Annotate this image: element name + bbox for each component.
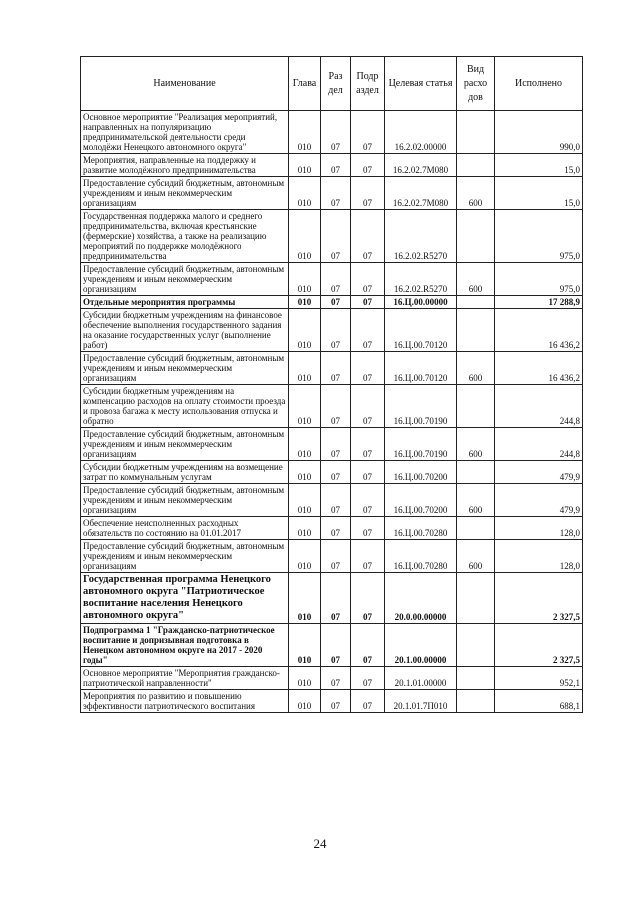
row-podrazdel: 07 — [351, 690, 385, 713]
row-vid — [457, 296, 495, 309]
row-glava: 010 — [289, 154, 321, 177]
table-row — [81, 428, 583, 461]
table-row — [81, 690, 583, 713]
row-glava: 010 — [289, 352, 321, 385]
row-glava: 010 — [289, 385, 321, 428]
row-target: 16.Ц.00.70280 — [385, 517, 457, 540]
header-razdel: Раз дел — [321, 57, 351, 111]
row-vid — [457, 309, 495, 352]
row-podrazdel: 07 — [351, 352, 385, 385]
row-name: Основное мероприятие "Мероприятия гражданско-патриотической направленности" — [81, 667, 289, 690]
table-header-row — [81, 57, 583, 111]
table-row — [81, 111, 583, 154]
table-row — [81, 177, 583, 210]
table-row — [81, 667, 583, 690]
row-name: Подпрограмма 1 "Гражданско-патриотическое воспитание и допризывная подготовка в Ненецком автономном округе на 2017 - 2020 годы" — [81, 624, 289, 667]
row-podrazdel: 07 — [351, 309, 385, 352]
row-name: Государственная программа Ненецкого автономного округа "Патриотическое воспитание населения Ненецкого автономного округа" — [81, 573, 289, 624]
row-executed: 2 327,5 — [495, 573, 583, 624]
table-row — [81, 385, 583, 428]
row-vid — [457, 667, 495, 690]
row-podrazdel: 07 — [351, 461, 385, 484]
row-podrazdel: 07 — [351, 177, 385, 210]
row-executed: 17 288,9 — [495, 296, 583, 309]
table-row — [81, 517, 583, 540]
row-podrazdel: 07 — [351, 111, 385, 154]
row-name: Субсидии бюджетным учреждениям на возмещение затрат по коммунальным услугам — [81, 461, 289, 484]
row-glava: 010 — [289, 517, 321, 540]
table-row — [81, 296, 583, 309]
row-razdel: 07 — [321, 111, 351, 154]
row-vid — [457, 210, 495, 263]
row-razdel: 07 — [321, 667, 351, 690]
row-vid: 600 — [457, 352, 495, 385]
row-razdel: 07 — [321, 385, 351, 428]
row-podrazdel: 07 — [351, 517, 385, 540]
row-name: Предоставление субсидий бюджетным, автономным учреждениям и иным некоммерческим организациям — [81, 428, 289, 461]
row-target: 16.Ц.00.70200 — [385, 484, 457, 517]
header-name: Наименование — [81, 57, 289, 111]
row-executed: 990,0 — [495, 111, 583, 154]
row-name: Мероприятия, направленные на поддержку и развитие молодёжного предпринимательства — [81, 154, 289, 177]
budget-table — [80, 56, 583, 713]
row-executed: 952,1 — [495, 667, 583, 690]
row-razdel: 07 — [321, 540, 351, 573]
row-glava: 010 — [289, 428, 321, 461]
row-target: 20.0.00.00000 — [385, 573, 457, 624]
row-glava: 010 — [289, 177, 321, 210]
row-name: Предоставление субсидий бюджетным, автономным учреждениям и иным некоммерческим организациям — [81, 484, 289, 517]
row-podrazdel: 07 — [351, 154, 385, 177]
header-vid: Вид расхо дов — [457, 57, 495, 111]
row-vid — [457, 517, 495, 540]
row-name: Субсидии бюджетным учреждениям на финансовое обеспечение выполнения государственного задания на оказание государственных услуг (выполнение работ) — [81, 309, 289, 352]
row-podrazdel: 07 — [351, 428, 385, 461]
row-glava: 010 — [289, 484, 321, 517]
row-podrazdel: 07 — [351, 210, 385, 263]
page-number: 24 — [313, 836, 327, 851]
row-podrazdel: 07 — [351, 296, 385, 309]
header-target: Целевая статья — [385, 57, 457, 111]
row-glava: 010 — [289, 461, 321, 484]
header-glava: Глава — [289, 57, 321, 111]
row-vid — [457, 461, 495, 484]
row-executed: 975,0 — [495, 263, 583, 296]
table-row — [81, 484, 583, 517]
table-row — [81, 352, 583, 385]
row-target: 16.Ц.00.00000 — [385, 296, 457, 309]
row-vid — [457, 690, 495, 713]
row-executed: 244,8 — [495, 385, 583, 428]
row-executed: 128,0 — [495, 540, 583, 573]
row-razdel: 07 — [321, 484, 351, 517]
row-name: Предоставление субсидий бюджетным, автономным учреждениям и иным некоммерческим организациям — [81, 540, 289, 573]
row-name: Предоставление субсидий бюджетным, автономным учреждениям и иным некоммерческим организациям — [81, 352, 289, 385]
row-target: 16.2.02.7M080 — [385, 177, 457, 210]
row-executed: 15,0 — [495, 154, 583, 177]
table-row — [81, 624, 583, 667]
row-target: 20.1.00.00000 — [385, 624, 457, 667]
row-razdel: 07 — [321, 177, 351, 210]
row-vid: 600 — [457, 484, 495, 517]
row-executed: 479,9 — [495, 461, 583, 484]
row-podrazdel: 07 — [351, 540, 385, 573]
row-razdel: 07 — [321, 352, 351, 385]
row-executed: 975,0 — [495, 210, 583, 263]
row-glava: 010 — [289, 573, 321, 624]
row-name: Субсидии бюджетным учреждениям на компенсацию расходов на оплату стоимости проезда и провоза багажа к месту использования отпуска и обратно — [81, 385, 289, 428]
row-vid — [457, 111, 495, 154]
row-razdel: 07 — [321, 309, 351, 352]
row-razdel: 07 — [321, 428, 351, 461]
row-vid — [457, 624, 495, 667]
row-glava: 010 — [289, 296, 321, 309]
table-row — [81, 540, 583, 573]
row-name: Государственная поддержка малого и среднего предпринимательства, включая крестьянские (фермерские) хозяйства, а также на реализацию мероприятий по поддержке молодёжного предпринимательства — [81, 210, 289, 263]
row-vid: 600 — [457, 428, 495, 461]
row-name: Отдельные мероприятия программы — [81, 296, 289, 309]
table-row — [81, 309, 583, 352]
row-podrazdel: 07 — [351, 667, 385, 690]
table-row — [81, 154, 583, 177]
row-executed: 128,0 — [495, 517, 583, 540]
row-name: Обеспечение неисполненных расходных обязательств по состоянию на 01.01.2017 — [81, 517, 289, 540]
row-razdel: 07 — [321, 296, 351, 309]
row-name: Предоставление субсидий бюджетным, автономным учреждениям и иным некоммерческим организациям — [81, 177, 289, 210]
row-razdel: 07 — [321, 461, 351, 484]
row-vid: 600 — [457, 177, 495, 210]
row-name: Основное мероприятие "Реализация мероприятий, направленных на популяризацию предпринимательской деятельности среди молодёжи Ненецкого автономного округа" — [81, 111, 289, 154]
row-glava: 010 — [289, 540, 321, 573]
row-target: 16.Ц.00.70120 — [385, 309, 457, 352]
header-podrazdel: Подр аздел — [351, 57, 385, 111]
row-target: 16.Ц.00.70120 — [385, 352, 457, 385]
row-podrazdel: 07 — [351, 263, 385, 296]
row-name: Мероприятия по развитию и повышению эффективности патриотического воспитания — [81, 690, 289, 713]
row-podrazdel: 07 — [351, 573, 385, 624]
table-body — [81, 111, 583, 713]
row-glava: 010 — [289, 309, 321, 352]
row-podrazdel: 07 — [351, 624, 385, 667]
row-razdel: 07 — [321, 154, 351, 177]
row-target: 16.Ц.00.70190 — [385, 385, 457, 428]
row-executed: 688,1 — [495, 690, 583, 713]
table-row — [81, 573, 583, 624]
row-glava: 010 — [289, 667, 321, 690]
row-target: 16.Ц.00.70190 — [385, 428, 457, 461]
row-glava: 010 — [289, 624, 321, 667]
row-vid — [457, 154, 495, 177]
row-razdel: 07 — [321, 263, 351, 296]
table-row — [81, 263, 583, 296]
row-executed: 244,8 — [495, 428, 583, 461]
table-row — [81, 210, 583, 263]
row-glava: 010 — [289, 690, 321, 713]
row-executed: 16 436,2 — [495, 309, 583, 352]
row-target: 20.1.01.00000 — [385, 667, 457, 690]
row-name: Предоставление субсидий бюджетным, автономным учреждениям и иным некоммерческим организациям — [81, 263, 289, 296]
row-target: 16.Ц.00.70280 — [385, 540, 457, 573]
header-executed: Исполнено — [495, 57, 583, 111]
row-vid — [457, 385, 495, 428]
row-razdel: 07 — [321, 573, 351, 624]
row-razdel: 07 — [321, 690, 351, 713]
row-target: 20.1.01.7П010 — [385, 690, 457, 713]
row-vid — [457, 573, 495, 624]
row-executed: 2 327,5 — [495, 624, 583, 667]
row-target: 16.2.02.R5270 — [385, 210, 457, 263]
row-razdel: 07 — [321, 517, 351, 540]
row-executed: 16 436,2 — [495, 352, 583, 385]
row-vid: 600 — [457, 263, 495, 296]
row-podrazdel: 07 — [351, 385, 385, 428]
row-razdel: 07 — [321, 210, 351, 263]
row-target: 16.2.02.R5270 — [385, 263, 457, 296]
row-glava: 010 — [289, 111, 321, 154]
row-razdel: 07 — [321, 624, 351, 667]
row-executed: 479,9 — [495, 484, 583, 517]
table-row — [81, 461, 583, 484]
row-podrazdel: 07 — [351, 484, 385, 517]
row-target: 16.Ц.00.70200 — [385, 461, 457, 484]
row-vid: 600 — [457, 540, 495, 573]
row-target: 16.2.02.7M080 — [385, 154, 457, 177]
row-glava: 010 — [289, 263, 321, 296]
row-target: 16.2.02.00000 — [385, 111, 457, 154]
row-executed: 15,0 — [495, 177, 583, 210]
row-glava: 010 — [289, 210, 321, 263]
